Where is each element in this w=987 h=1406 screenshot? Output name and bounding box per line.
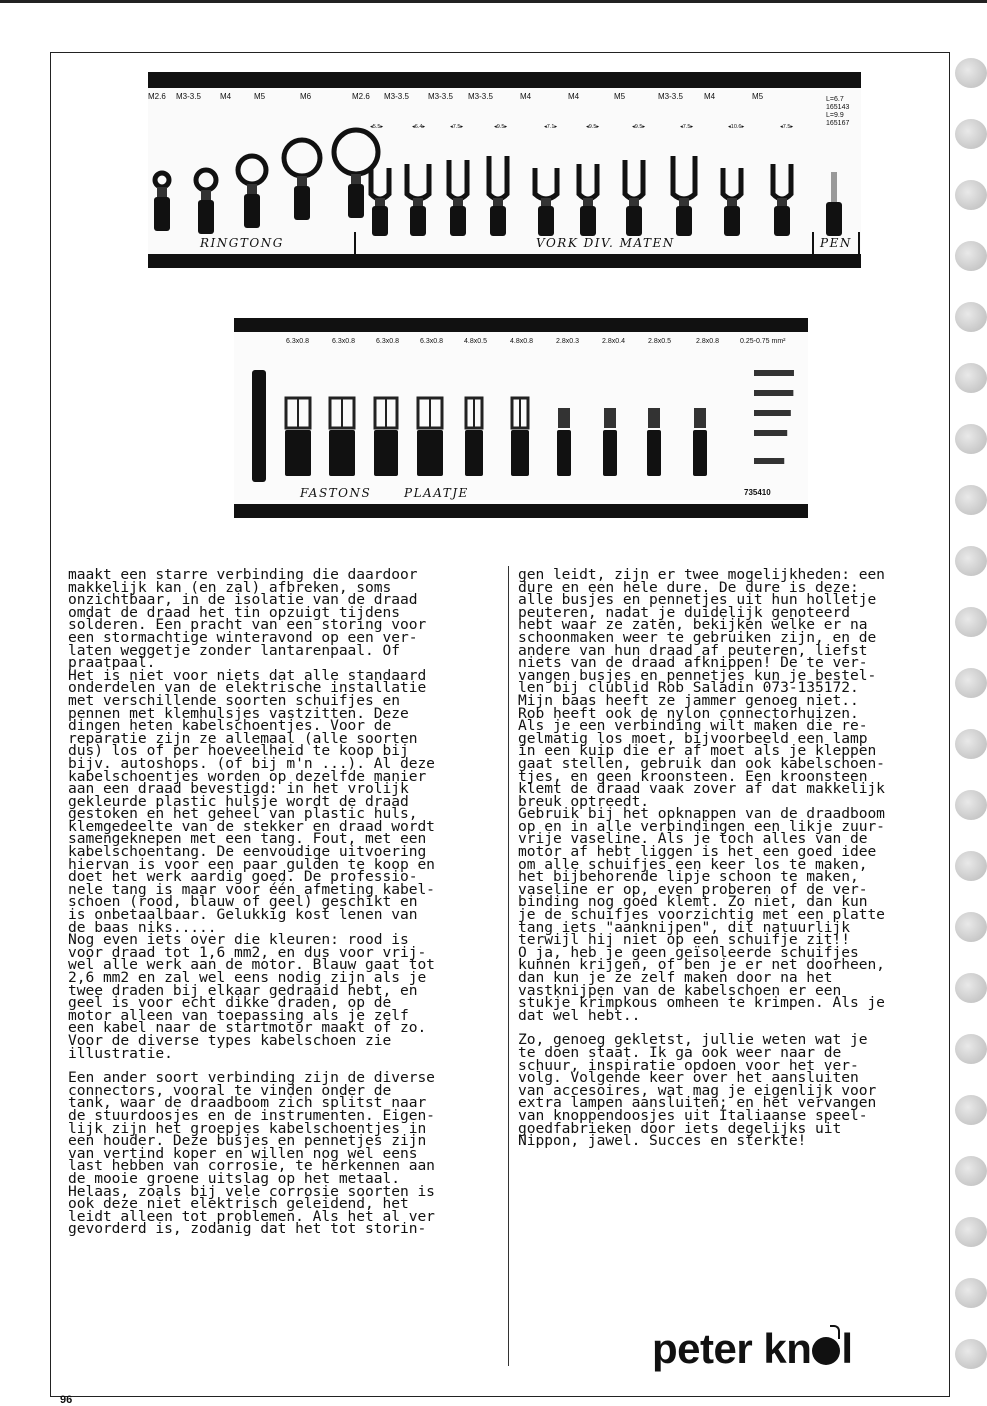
text-line: volg. Volgende keer over het aansluiten: [518, 1069, 859, 1087]
top-rule: [0, 0, 987, 3]
fork-terminal-neck: [777, 198, 787, 206]
text-line: de mooie groene uitslag op het metaal.: [68, 1169, 400, 1187]
measurement-label: ◂5.5▸: [370, 124, 384, 130]
binder-hole: [955, 607, 987, 637]
text-line: maakt een starre verbinding die daardoor: [68, 566, 418, 583]
ring-terminal-eye: [196, 170, 216, 190]
text-line: het bijbehorende lipje schoon te maken,: [518, 868, 859, 886]
faston-sleeve: [374, 430, 398, 476]
text-line: lijk zijn het groepjes kabelschoentjes in: [68, 1119, 427, 1137]
label-fastons: FASTONS: [300, 486, 372, 500]
fork-terminal-neck: [679, 198, 689, 206]
measurement-label: ◂7.5▸: [780, 124, 794, 130]
size-label: 6.3x0.8: [376, 338, 399, 345]
text-line: tang iets "aanknijpen", dit natuurlijk: [518, 918, 850, 936]
fork-terminal-prongs: [535, 168, 557, 199]
binder-hole: [955, 302, 987, 332]
small-part: [754, 430, 787, 436]
part-code: 165143: [826, 104, 850, 111]
size-label: 2.8x0.4: [602, 338, 625, 345]
size-label: 2.8x0.5: [648, 338, 671, 345]
text-line: nele tang is maar voor één afmeting kabel-: [68, 880, 435, 898]
text-line: binding nog goed klemt. Zo niet, dan kun: [518, 893, 868, 911]
fork-terminal-prongs: [579, 164, 597, 199]
text-line: motor af hebt liggen is het een goed idee: [518, 843, 877, 861]
photo-bottom-bar: [148, 254, 861, 268]
fork-terminal-sleeve: [724, 206, 740, 236]
faston-sleeve: [329, 430, 355, 476]
text-line: gen leidt, zijn er twee mogelijkheden: een: [518, 566, 885, 583]
fork-terminal-sleeve: [626, 206, 642, 236]
measurement-label: ◂7.5▸: [450, 124, 464, 130]
text-line: dan kun je ze zelf maken door na het: [518, 969, 833, 986]
page-number: 96: [60, 1394, 73, 1406]
text-line: samengeknepen met een tang. Fout, met een: [68, 830, 427, 848]
fork-terminal-prongs: [371, 168, 389, 199]
text-line: met verschillende soorten schuifjes en: [68, 691, 400, 709]
text-line: breuk optreedt.: [518, 792, 650, 810]
text-line: kabelschoentang. De eenvoudige uitvoering: [68, 843, 427, 861]
faston-sleeve: [693, 430, 707, 476]
text-line: motor alleen van toepassing als je zelf: [68, 1006, 409, 1024]
fork-terminal-neck: [727, 198, 737, 206]
part-code: L=6.7: [826, 96, 844, 103]
fork-terminal-neck: [541, 198, 551, 206]
size-label: M3-3.5: [384, 92, 409, 101]
faston-blade: [648, 408, 660, 428]
ring-terminal-neck: [351, 174, 361, 184]
article-left-column: [68, 566, 435, 1238]
text-line: dat wel hebt..: [518, 1006, 641, 1024]
text-line: niets van de draad afknippen! De te ver-: [518, 654, 868, 672]
text-line: tjes, en geen kroonsteen. Een kroonsteen: [518, 767, 868, 785]
small-part: [754, 390, 793, 396]
faston-blade: [694, 408, 706, 428]
size-label: 0.25-0.75 mm²: [740, 338, 786, 345]
size-label: M2.6: [148, 92, 166, 101]
text-line: kunnen krijgen, of ben je er net doorheen,: [518, 956, 885, 974]
text-line: last hebben van corrosie, te herkennen aan: [68, 1157, 435, 1175]
text-line: doet het werk aardig goed. De professio-: [68, 868, 418, 886]
text-line: om alle schuifjes een keer los te maken,: [518, 855, 868, 873]
ring-terminal-neck: [247, 184, 257, 194]
measurement-label: ◂7.1▸: [544, 124, 558, 130]
text-line: leidt alleen tot problemen. Als het al ver: [68, 1207, 435, 1225]
text-line: voor draad tot 1,6 mm2, en dus voor vrij-: [68, 943, 427, 961]
text-line: Het is niet voor niets dat alle standaard: [68, 666, 427, 684]
size-label: M3-3.5: [428, 92, 453, 101]
text-line: reparatie zijn ze allemaal (alle soorten: [68, 729, 418, 747]
binder-hole: [955, 546, 987, 576]
signature-last-b: l: [841, 1325, 853, 1372]
fork-terminal-prongs: [673, 156, 695, 199]
text-line: extra lampen aansluiten; en het vervangen: [518, 1094, 877, 1112]
ring-terminal-neck: [297, 176, 307, 186]
size-label: M4: [568, 92, 580, 101]
text-line: twee draden bij elkaar gedraaid hebt, en: [68, 981, 418, 999]
text-line: schuur, inspiratie opdoen voor het ver-: [518, 1056, 859, 1074]
binder-hole: [955, 851, 987, 881]
ring-terminal-sleeve: [198, 200, 214, 234]
text-line: terwijl hij niet op een schuifje zit!!: [518, 931, 850, 949]
binder-hole: [955, 1339, 987, 1369]
binder-hole: [955, 424, 987, 454]
text-line: klemt de draad vaak zover af dat makkelijk: [518, 780, 885, 798]
size-label: 4.8x0.5: [464, 338, 487, 345]
text-line: wel alle werk aan de motor. Blauw gaat tot: [68, 956, 435, 974]
text-line: een kabel naar de startmotor maakt of zo.: [68, 1019, 427, 1037]
size-label: M3-3.5: [468, 92, 493, 101]
fork-terminal-neck: [413, 198, 423, 206]
measurement-label: ◂9.5▸: [586, 124, 600, 130]
faston-blade: [558, 408, 570, 428]
text-line: dure en een hele dure. De dure is deze:: [518, 578, 859, 596]
binder-hole: [955, 668, 987, 698]
ring-terminal-neck: [201, 190, 211, 200]
text-line: connectors, vooral te vinden onder de: [68, 1081, 392, 1099]
text-line: dus) los of per hoeveelheid te koop bij: [68, 742, 409, 760]
ring-terminal-neck: [157, 187, 167, 197]
photo-bottom-bar: [234, 504, 808, 518]
author-signature: [652, 1325, 853, 1373]
text-line: dingen heten kabelschoentjes. Voor de: [68, 717, 392, 735]
fork-terminal-prongs: [449, 160, 467, 199]
text-line: O ja, heb je geen geïsoleerde schuifjes: [518, 943, 859, 961]
text-line: praatpaal.: [68, 654, 156, 672]
size-label: M5: [752, 92, 764, 101]
binder-hole: [955, 729, 987, 759]
text-line: Mijn baas heeft ze jammer genoeg niet..: [518, 691, 859, 709]
binder-hole: [955, 1217, 987, 1247]
ring-terminal-sleeve: [348, 184, 364, 218]
fork-terminal-prongs: [489, 156, 507, 199]
text-line: op en in alle verbindingen een likje zuur-: [518, 817, 885, 835]
text-line: Een ander soort verbinding zijn de diverse: [68, 1069, 435, 1087]
fork-terminal-prongs: [723, 168, 741, 199]
size-label: M3-3.5: [658, 92, 683, 101]
fork-terminal-neck: [583, 198, 593, 206]
text-line: illustratie.: [68, 1044, 173, 1062]
binder-hole: [955, 912, 987, 942]
ring-terminal-sleeve: [294, 186, 310, 220]
text-line: te doen staat. Ik ga ook weer naar de: [518, 1043, 842, 1061]
text-line: Zo, genoeg gekletst, jullie weten wat je: [518, 1031, 868, 1049]
column-divider: [508, 566, 509, 1366]
fork-terminal-sleeve: [372, 206, 388, 236]
fork-terminal-prongs: [625, 160, 643, 199]
text-line: pennen met klemhulsjes vastzitten. Deze: [68, 704, 409, 722]
fork-terminal-prongs: [407, 164, 429, 199]
text-line: kabelschoentjes worden op dezelfde manier: [68, 767, 427, 785]
part-code: L=9.9: [826, 112, 844, 119]
size-label: M4: [704, 92, 716, 101]
text-line: len bij clublid Rob Saladin 073-135172.: [518, 679, 859, 697]
binder-hole: [955, 973, 987, 1003]
text-line: hiervan is voor een paar gulden te koop en: [68, 855, 435, 873]
text-line: Als je een verbinding wilt maken die re-: [518, 717, 868, 735]
text-line: vaseline er op, even proberen of de ver-: [518, 880, 868, 898]
faston-long-sleeve: [252, 370, 266, 482]
signature-last-a: kn: [763, 1325, 812, 1372]
label-pen: PEN: [820, 236, 852, 250]
size-label: 4.8x0.8: [510, 338, 533, 345]
photo-ring-fork-terminals: [148, 72, 861, 268]
text-line: bijv. autoshops. (of bij m'n ...). Al deze: [68, 754, 435, 772]
faston-sleeve: [557, 430, 571, 476]
fork-terminal-neck: [375, 198, 385, 206]
size-label: M4: [520, 92, 532, 101]
text-line: schoonmaken weer te gebruiken zijn, en de: [518, 628, 877, 646]
divider-mark: [812, 232, 814, 254]
size-label: 2.8x0.8: [696, 338, 719, 345]
binder-hole: [955, 1278, 987, 1308]
size-label: M2.6: [352, 92, 370, 101]
text-line: Nog even iets over die kleuren: rood is: [68, 931, 409, 949]
binder-hole: [955, 1034, 987, 1064]
text-line: vangen busjes en pennetjes kun je bestel-: [518, 666, 877, 684]
size-label: 6.3x0.8: [420, 338, 443, 345]
text-line: geel is voor echt dikke draden, op de: [68, 994, 392, 1012]
part-code: 735410: [744, 488, 771, 497]
text-line: gestoken en het geheel van plastic huls,: [68, 805, 418, 823]
fork-terminal-sleeve: [774, 206, 790, 236]
size-label: M5: [614, 92, 626, 101]
text-line: omdat de draad het tin opzuigt tijdens: [68, 603, 400, 621]
binder-hole: [955, 790, 987, 820]
faston-sleeve: [603, 430, 617, 476]
text-line: gekleurde plastic hulsje wordt de draad: [68, 792, 409, 810]
binder-hole: [955, 485, 987, 515]
binder-hole: [955, 241, 987, 271]
fork-terminal-neck: [629, 198, 639, 206]
signature-first: peter: [652, 1325, 753, 1372]
text-line: is onbetaalbaar. Gelukkig kost lenen van: [68, 906, 418, 924]
divider-mark: [354, 232, 356, 254]
fork-terminal-prongs: [773, 164, 791, 199]
article-right-column: [518, 566, 885, 1150]
binder-hole: [955, 1095, 987, 1125]
ring-terminal-eye: [334, 130, 378, 174]
size-label: M5: [254, 92, 266, 101]
bomb-icon: [812, 1337, 840, 1365]
photo-faston-terminals: [234, 318, 808, 518]
text-line: de stuurdoosjes en de instrumenten. Eigen-: [68, 1106, 435, 1124]
binder-hole: [955, 363, 987, 393]
fork-terminal-sleeve: [410, 206, 426, 236]
pin-terminal-sleeve: [826, 202, 842, 236]
fork-terminal-neck: [493, 198, 503, 206]
text-line: Rob heeft ook de nylon connectorhuizen.: [518, 704, 859, 722]
faston-sleeve: [465, 430, 483, 476]
fork-terminal-sleeve: [676, 206, 692, 236]
binder-holes: [951, 54, 987, 1394]
text-line: onderdelen van de elektrische installatie: [68, 679, 427, 697]
text-line: goedfabrieken door iets degelijks uit: [518, 1119, 842, 1137]
ring-terminal-sleeve: [244, 194, 260, 228]
fork-terminal-sleeve: [490, 206, 506, 236]
binder-hole: [955, 58, 987, 88]
part-code: 165167: [826, 120, 850, 127]
text-line: Helaas, zoals bij vele corrosie soorten is: [68, 1182, 435, 1200]
text-line: gaat stellen, gebruik dan ook kabelschoen-: [518, 754, 885, 772]
text-line: Voor de diverse types kabelschoen zie: [68, 1031, 392, 1049]
ring-terminal-eye: [284, 140, 320, 176]
text-line: Nippon, jawel. Succes en sterkte!: [518, 1132, 807, 1150]
faston-sleeve: [285, 430, 311, 476]
size-label: 6.3x0.8: [332, 338, 355, 345]
label-vork: VORK DIV. MATEN: [536, 236, 675, 250]
measurement-label: ◂10.6▸: [728, 124, 745, 130]
text-line: je de schuifjes voorzichtig met een platte: [518, 906, 885, 924]
text-line: laten weggetje zonder lantarenpaal. Of: [68, 641, 400, 659]
measurement-label: ◂6.4▸: [412, 124, 426, 130]
text-line: alle busjes en pennetjes uit hun holletje: [518, 591, 877, 609]
text-line: makkelijk kan (en zal) afbreken, soms: [68, 578, 392, 596]
text-line: vastknijpen van de kabelschoen er een: [518, 981, 842, 999]
ring-terminal-eye: [155, 173, 169, 187]
fork-terminal-sleeve: [450, 206, 466, 236]
text-line: Gebruik bij het opknappen van de draadboom: [518, 805, 885, 823]
label-plaatje: PLAATJE: [404, 486, 469, 500]
fork-terminal-sleeve: [580, 206, 596, 236]
text-line: aan een draad bevestigd: in het vrolijk: [68, 780, 409, 798]
binder-hole: [955, 119, 987, 149]
text-line: onzichtbaar, in de isolatie van de draad: [68, 591, 418, 609]
size-label: 2.8x0.3: [556, 338, 579, 345]
small-part: [754, 370, 794, 376]
text-line: vrije vaseline. Als je toch alles van de: [518, 830, 868, 848]
binder-hole: [955, 1156, 987, 1186]
faston-sleeve: [647, 430, 661, 476]
fork-terminal-neck: [453, 198, 463, 206]
text-line: 2,6 mm2 en zal wel eens nodig zijn als je: [68, 969, 427, 986]
label-ringtong: RINGTONG: [200, 236, 284, 250]
text-line: stukje krimpkous omheen te krimpen. Als je: [518, 994, 885, 1012]
text-line: in een kuip die er af moet als je kleppen: [518, 742, 877, 760]
text-line: schoen (rood, blauw of geel) geschikt en: [68, 893, 418, 911]
small-part: [754, 458, 784, 464]
divider-mark: [858, 232, 860, 254]
size-label: M3-3.5: [176, 92, 201, 101]
size-label: M6: [300, 92, 312, 101]
text-line: hebt waar ze zaten, bekijken welke er na: [518, 616, 868, 634]
binder-hole: [955, 180, 987, 210]
text-line: peuteren, nadat je duidelijk genoteerd: [518, 603, 850, 621]
text-line: een houder. Deze busjes en pennetjes zijn: [68, 1132, 427, 1150]
size-label: M4: [220, 92, 232, 101]
fork-terminal-sleeve: [538, 206, 554, 236]
text-line: de baas niks.....: [68, 918, 217, 936]
text-line: tank, waar de draadboom zich splitst naar: [68, 1094, 427, 1112]
measurement-label: ◂9.5▸: [632, 124, 646, 130]
ring-terminal-eye: [238, 156, 266, 184]
measurement-label: ◂9.5▸: [494, 124, 508, 130]
text-line: van knoppendoosjes uit Italiaanse speel-: [518, 1106, 868, 1124]
text-line: gevorderd is, zodanig dat het tot storin-: [68, 1220, 427, 1238]
text-line: van vertind koper en willen nog wel eens: [68, 1144, 418, 1162]
faston-blade: [604, 408, 616, 428]
small-part: [754, 410, 791, 416]
faston-sleeve: [417, 430, 443, 476]
pin-terminal-pin: [831, 172, 837, 202]
text-line: andere van hun draad af peuteren, liefst: [518, 641, 868, 659]
text-line: van accesoires, wat mag je eigenlijk voor: [518, 1081, 877, 1099]
text-line: solderen. Een pracht van een storing voor: [68, 616, 427, 634]
ring-terminal-sleeve: [154, 197, 170, 231]
text-line: ook deze niet elektrisch geleidend, het: [68, 1195, 409, 1213]
text-line: gelmatig los moet, bijvoorbeeld een lamp: [518, 729, 868, 747]
text-line: klemgedeelte van de stekker en draad wordt: [68, 817, 435, 835]
text-line: een stormachtige winteravond op een ver-: [68, 628, 418, 646]
measurement-label: ◂7.5▸: [680, 124, 694, 130]
size-label: 6.3x0.8: [286, 338, 309, 345]
faston-sleeve: [511, 430, 529, 476]
